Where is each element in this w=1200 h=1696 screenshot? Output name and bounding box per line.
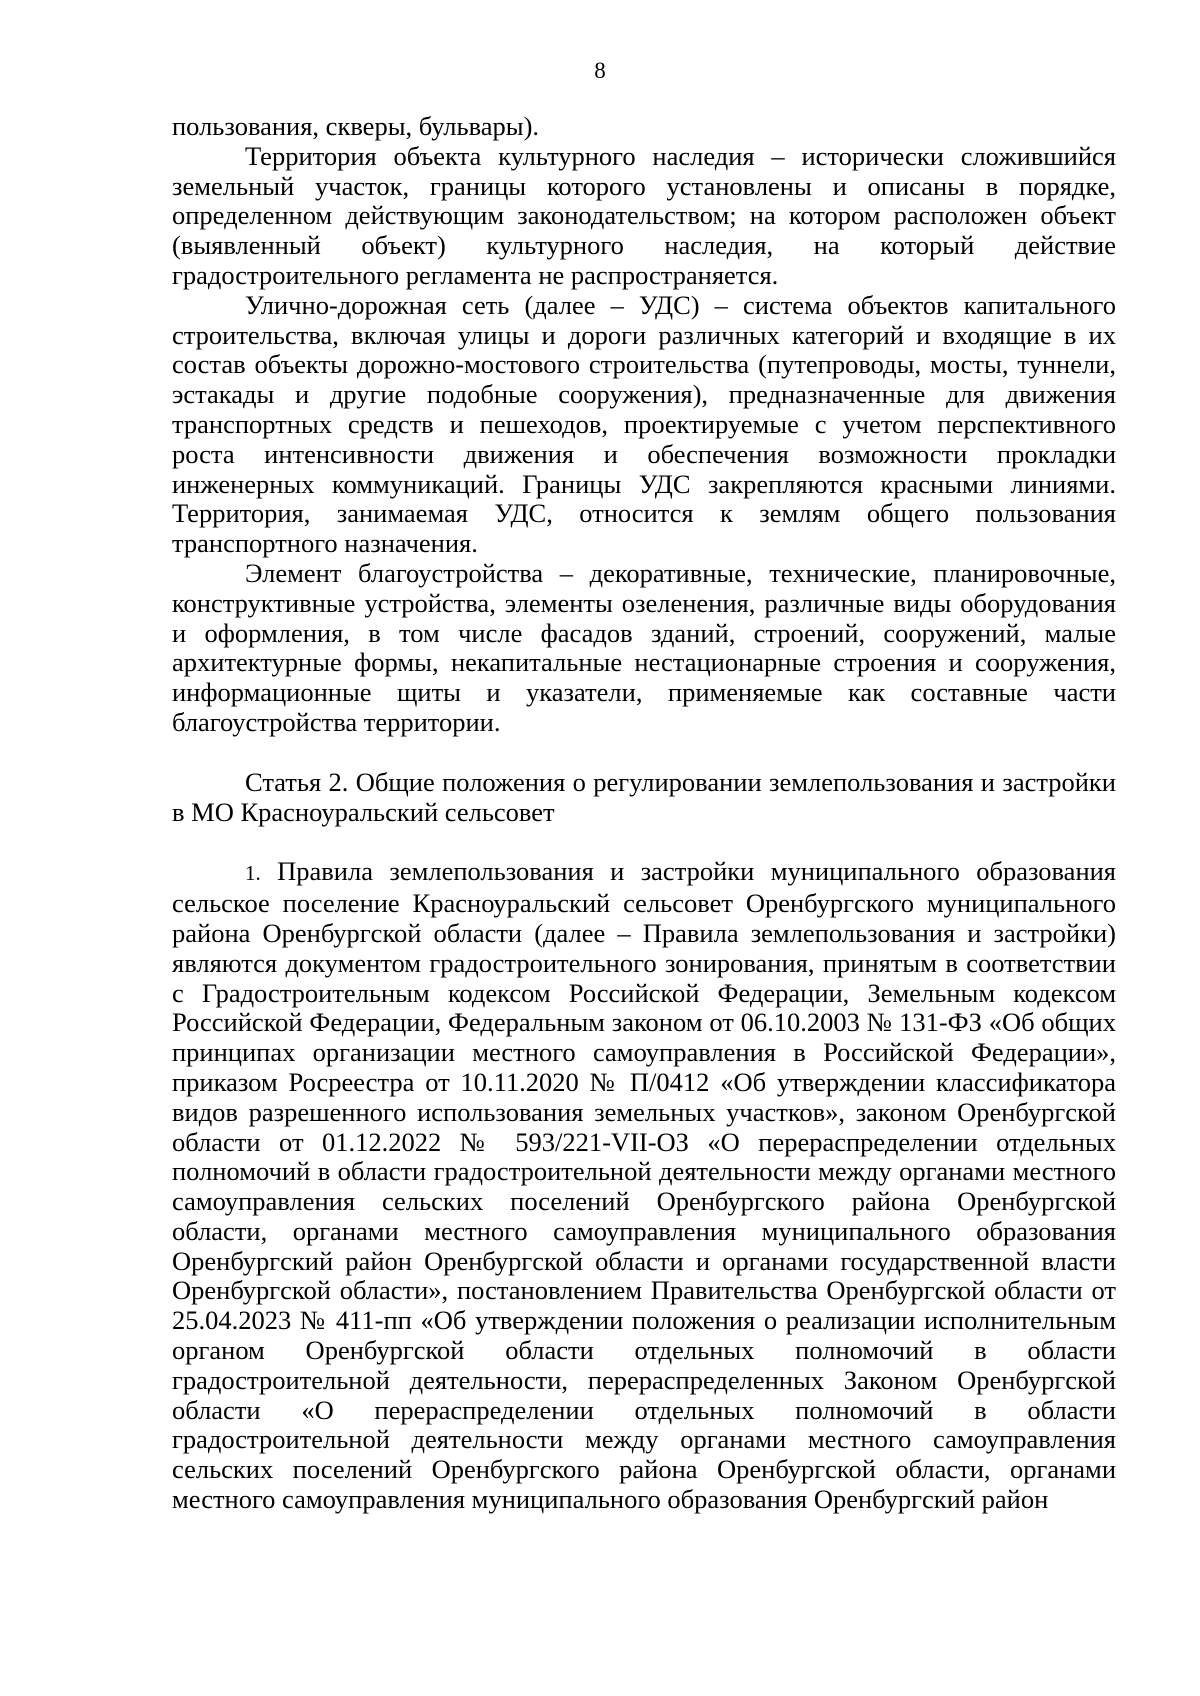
paragraph-road-network: Улично-дорожная сеть (далее – УДС) – система объектов капитального строительства, включая улицы и дороги различных категорий и входящие в их состав объекты дорожно-мостового строительства (путепроводы, мосты, туннели, эстакады и другие подобные сооружения), предназначенные для движения транспортных средств и пешеходов, проектируемые с учетом перспективного роста интенсивности движения и обеспечения возможности прокладки инженерных коммуникаций. Границы УДС закрепляются красными линиями. Территория, занимаемая УДС, относится к землям общего пользования транспортного назначения. <box>172 289 1116 559</box>
list-item-number: 1. <box>245 861 261 886</box>
paragraph-landscaping-element: Элемент благоустройства – декоративные, технические, планировочные, конструктивные устройства, элементы озеленения, различные виды оборудования и оформления, в том числе фасадов зданий, строений, сооружений, малые архитектурные формы, некапитальные нестационарные строения и сооружения, информационные щиты и указатели, применяемые как составные части благоустройства территории. <box>172 557 1116 737</box>
list-item-1 <box>172 857 1116 1515</box>
paragraph-continuation: пользования, скверы, бульвары). <box>172 111 540 141</box>
page-number: 8 <box>594 58 606 83</box>
document-body <box>172 112 1116 1515</box>
list-item-text: Правила землепользования и застройки муниципального образования сельское поселение Красноуральский сельсовет Оренбургского муниципального района Оренбургской области (далее – Правила землепользования и застройки) являются документом градостроительного зонирования, принятым в соответствии с Градостроительным кодексом Российской Федерации, Земельным кодексом Российской Федерации, Федеральным законом от 06.10.2003 № 131-ФЗ «Об общих принципах организации местного самоуправления в Российской Федерации», приказом Росреестра от 10.11.2020 № П/0412 «Об утверждении классификатора видов разрешенного использования земельных участков», законом Оренбургской области от 01.12.2022 № 593/221-VII-ОЗ «О перераспределении отдельных полномочий в области градостроительной деятельности между органами местного самоуправления сельских поселений Оренбургского района Оренбургской области, органами местного самоуправления муниципального образования Оренбургский район Оренбургской области и органами государственной власти Оренбургской области», постановлением Правительства Оренбургской области от 25.04.2023 № 411-пп «Об утверждении положения о реализации исполнительным органом Оренбургской области отдельных полномочий в области градостроительной деятельности, перераспределенных Законом Оренбургской области «О перераспределении отдельных полномочий в области градостроительной деятельности между органами местного самоуправления сельских поселений Оренбургского района Оренбургской области, органами местного самоуправления муниципального образования Оренбургский район <box>172 856 1116 1515</box>
paragraph-cultural-heritage: Территория объекта культурного наследия – исторически сложившийся земельный участок, границы которого установлены и описаны в порядке, определенном действующим законодательством; на котором расположен объект (выявленный объект) культурного наследия, на который действие градостроительного регламента не распространяется. <box>172 140 1116 290</box>
article-heading: Статья 2. Общие положения о регулировании землепользования и застройки в МО Красноуральский сельсовет <box>172 766 1116 827</box>
